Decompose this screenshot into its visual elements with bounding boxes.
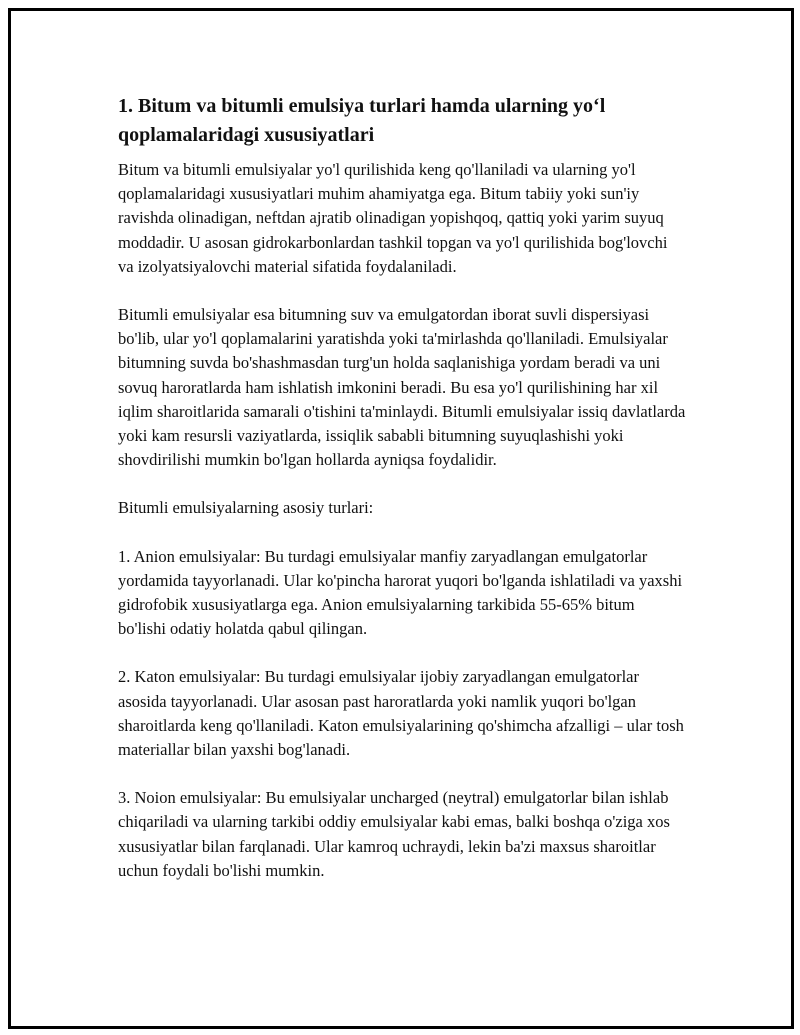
- paragraph-intro: Bitum va bitumli emulsiyalar yo'l qurilishida keng qo'llaniladi va ularning yo'l qoplamalaridagi xususiyatlari muhim ahamiyatga ega. Bitum tabiiy yoki sun'iy ravishda olinadigan, neftdan ajratib olinadigan yopishqoq, qattiq yoki yarim suyuq moddadir. U asosan gidrokarbonlardan tashkil topgan va yo'l qurilishida bog'lovchi va izolyatsiyalovchi material sifatida foydalaniladi.: [118, 160, 668, 276]
- paragraph-anion: 1. Anion emulsiyalar: Bu turdagi emulsiyalar manfiy zaryadlangan emulgatorlar yordamida tayyorlanadi. Ular ko'pincha harorat yuqori bo'lganda ishlatiladi va yaxshi gidrofobik xususiyatlarga ega. Anion emulsiyalarning tarkibida 55-65% bitum bo'lishi odatiy holatda qabul qilingan.: [118, 546, 683, 639]
- paragraph-nonion: 3. Noion emulsiyalar: Bu emulsiyalar uncharged (neytral) emulgatorlar bilan ishlab chiqariladi va ularning tarkibi oddiy emulsiyalar kabi emas, balki boshqa o'ziga xos xususiyatlar bilan farqlanadi. Ular kamroq uchraydi, lekin ba'zi maxsus sharoitlar uchun foydali bo'lishi mumkin.: [118, 788, 670, 880]
- paragraph-emulsions: Bitumli emulsiyalar esa bitumning suv va emulgatordan iborat suvli dispersiyasi bo'lib, ular yo'l qoplamalarini yaratishda yoki ta'mirlashda qo'llaniladi. Emulsiyalar bitumning suvda bo'shashmasdan turg'un holda saqlanishiga yordam beradi va uni sovuq haroratlarda ham ishlatish imkonini beradi. Bu esa yo'l qurilishining har xil iqlim sharoitlarida samarali o'tishini ta'minlaydi. Bitumli emulsiyalar issiq davlatlarda yoki kam resursli vaziyatlarda, issiqlik sababli bitumning suyuqlashishi yoki shovdirilishi mumkin bo'lgan hollarda ayniqsa foydalidir.: [118, 305, 686, 470]
- document-heading: 1. Bitum va bitumli emulsiya turlari hamda ularning yoʻl qoplamalaridagi xususiyatlari: [118, 95, 606, 146]
- document-body: [118, 92, 686, 907]
- paragraph-types-heading: Bitumli emulsiyalarning asosiy turlari:: [118, 498, 374, 518]
- paragraph-cation: 2. Katon emulsiyalar: Bu turdagi emulsiyalar ijobiy zaryadlangan emulgatorlar asosida tayyorlanadi. Ular asosan past haroratlarda yoki namlik yuqori bo'lgan sharoitlarda keng qo'llaniladi. Katon emulsiyalarining qo'shimcha afzalligi – ular tosh materiallar bilan yaxshi bog'lanadi.: [118, 667, 684, 760]
